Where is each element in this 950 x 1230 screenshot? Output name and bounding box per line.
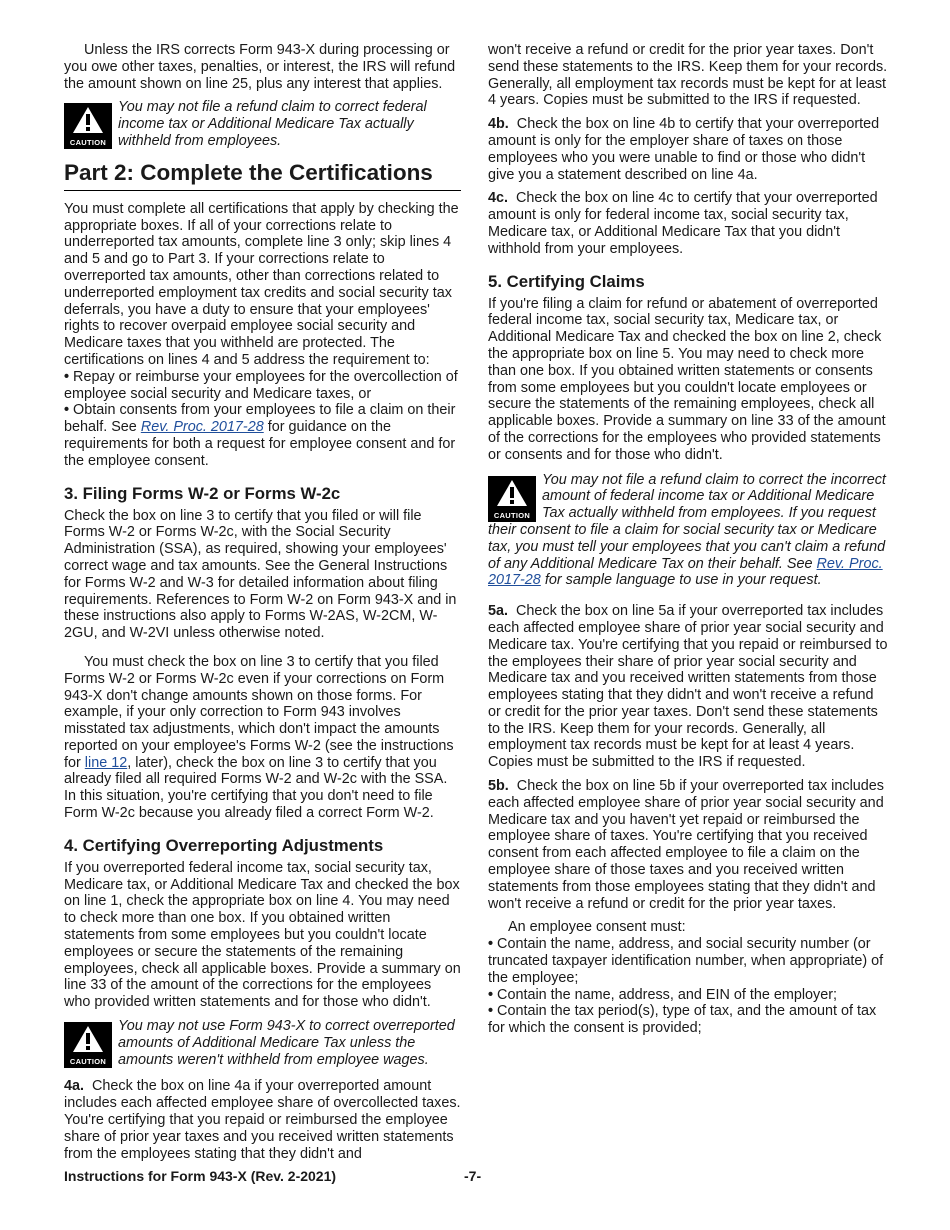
section4b-paragraph: 4b. Check the box on line 4b to certify that your overreported amount is only for the employer share of taxes on those employees who you were unable to find or those who didn't give you a statement described on line 4a. xyxy=(488,116,880,183)
consent-bullet: • Contain the name, address, and EIN of the employer; xyxy=(488,986,838,1003)
caution-box-refund-consent xyxy=(488,472,888,590)
rev-proc-link[interactable]: Rev. Proc. 2017-28 xyxy=(140,419,264,436)
section4a-paragraph: 4a. Check the box on line 4a if your overreported amount includes each affected employee share of overcollected taxes. You're certifying that you repaid or reimbursed the employee share of prior year taxes and you received written statements from the employees stating that they didn't and xyxy=(64,1078,461,1162)
section5a-paragraph: 5a. Check the box on line 5a if your overreported tax includes each affected employee share of prior year social security and Medicare tax. You're certifying that you repaid or reimbursed to the employees their share of prior year social security and Medicare tax and you received written statements from those employees stating that they didn't and won't receive a refund or credit for the prior year taxes. Don't send these statements to the IRS. Keep them for your records. Generally, all employment tax records must be kept for at least 4 years. Copies must be submitted to the IRS if requested. xyxy=(488,603,888,771)
intro-paragraph: Unless the IRS corrects Form 943-X during processing or you owe other taxes, penalties, or interest, the IRS will refund the amount shown on line 25, plus any interest that applies. xyxy=(64,42,456,92)
consent-intro: An employee consent must: xyxy=(508,919,686,936)
section4-heading: 4. Certifying Overreporting Adjustments xyxy=(64,835,384,855)
section3-heading: 3. Filing Forms W-2 or Forms W-2c xyxy=(64,483,341,503)
left-column xyxy=(64,42,461,1169)
part2-intro-paragraph: You must complete all certifications that apply by checking the appropriate boxes. If all of your corrections relate to underreported tax amounts, complete line 3 only; skip lines 4 and 5 and go to Part 3. If your corrections relate to overreported tax amounts, other than corrections related to underreported employment tax credits and social security tax deferrals, you have a duty to ensure that your employees' rights to recover overpaid employee social security and Medicare taxes that you withheld are protected. The certifications on lines 4 and 5 address the requirement to: xyxy=(64,200,459,368)
footer-page-number: -7- xyxy=(464,1168,482,1184)
caution-text: You may not file a refund claim to correct federal income tax or Additional Medicare Tax actually withheld from employees. xyxy=(118,99,427,149)
caution-text: You may not file a refund claim to correct the incorrect amount of federal income tax or Additional Medicare Tax actually withheld from employees. If you request their consent to file a claim for social security tax or Medicare tax, you must tell your employees that you can't claim a refund of any Additional Medicare Tax on their behalf. See Rev. Proc. 2017-28 for sample language to use in your request. xyxy=(488,471,886,589)
section4c-paragraph: 4c. Check the box on line 4c to certify that your overreported amount is only for federal income tax, social security tax, Medicare tax, or Additional Medicare Tax that you didn't withhold from your employees. xyxy=(488,190,878,257)
section5b-paragraph: 5b. Check the box on line 5b if your overreported tax includes each affected employee share of prior year social security and Medicare tax and you haven't yet repaid or reimbursed the employee share of taxes. You're certifying that you received consent from each affected employee to file a claim on the employee share of those taxes and you received written statements from those employees stating that they didn't and won't receive a refund or credit for the prior year taxes. xyxy=(488,778,884,912)
caution-box-refund-claim xyxy=(64,99,461,149)
consent-bullet: • Contain the tax period(s), type of tax, and the amount of tax for which the consent is provided; xyxy=(488,1003,877,1037)
section3-paragraph-1: Check the box on line 3 to certify that you filed or will file Forms W-2 or Forms W-2c, with the Social Security Administration (SSA), as required, showing your employees' correct wage and tax amounts. See the General Instructions for Forms W-2 and W-3 for detailed information about filing requirements. References to Form W-2 on Form 943-X and in these instructions also apply to Forms W-2AS, W-2CM, W-2GU, and W-2VI unless otherwise noted. xyxy=(64,507,457,642)
consent-bullet: • Contain the name, address, and social security number (or truncated taxpayer identification number, when appropriate) of the employee; xyxy=(488,936,884,986)
caution-icon xyxy=(488,476,536,522)
line-12-link[interactable]: line 12 xyxy=(84,754,128,771)
caution-label: CAUTION xyxy=(69,138,107,148)
caution-text: You may not use Form 943-X to correct overreported amounts of Additional Medicare Tax unless the amounts weren't withheld from employee wages. xyxy=(118,1018,455,1068)
section4a-continued: won't receive a refund or credit for the prior year taxes. Don't send these statements to the IRS. Keep them for your records. Generally, all employment tax records must be kept for at least 4 years. Copies must be submitted to the IRS if requested. xyxy=(488,42,888,109)
section3-paragraph-2: You must check the box on line 3 to certify that you filed Forms W-2 or Forms W-2c even if your corrections on Form 943-X don't change amounts shown on those forms. For example, if your only correction to Form 943 involves misstated tax adjustments, which don't impact the amounts reported on your employee's Forms W-2 (see the instructions for line 12, later), check the box on line 3 to certify that you already filed all required Forms W-2 and W-2c with the SSA. In this situation, you're certifying that you don't need to file Form W-2c because you already filed a correct Form W-2. xyxy=(64,653,454,822)
caution-icon xyxy=(64,103,112,149)
caution-label: CAUTION xyxy=(493,510,531,520)
caution-icon xyxy=(64,1022,112,1068)
section5-paragraph: If you're filing a claim for refund or abatement of overreported federal income tax, social security tax, Medicare tax, or Additional Medicare Tax and checked the box on line 2, check the appropriate box on line 5. You may need to check more than one box. If you obtained written statements or consents from some employees but you couldn't locate employees or secure the statements of the remaining employees, check all applicable boxes. Provide a summary on line 33 of the amount of the corrections for the employees who provided statements or consents and for those who didn't. xyxy=(488,295,886,463)
caution-box-overreported xyxy=(64,1018,461,1068)
footer-form-title: Instructions for Form 943-X (Rev. 2-2021) xyxy=(64,1168,337,1184)
part2-bullet-consent: • Obtain consents from your employees to file a claim on their behalf. See Rev. Proc. 2017-28 for guidance on the requirements for both a request for employee consent and for the employee consent. xyxy=(64,402,456,469)
rev-proc-link[interactable]: Rev. Proc. 2017-28 xyxy=(488,555,883,589)
right-column xyxy=(488,42,888,1037)
section5-heading: 5. Certifying Claims xyxy=(488,271,645,291)
part2-heading: Part 2: Complete the Certifications xyxy=(64,160,461,191)
part2-bullet-repay: • Repay or reimburse your employees for the overcollection of employee social security and Medicare taxes, or xyxy=(64,368,458,402)
section4-paragraph: If you overreported federal income tax, social security tax, Medicare tax, or Additional Medicare Tax and checked the box on line 1, check the appropriate box on line 4. You may need to check more than one box. If you obtained written statements from some employees but you couldn't locate employees or secure the statements of the remaining employees, check all applicable boxes. Provide a summary on line 33 of the amount of the corrections for the employees who provided written statements and for those who didn't. xyxy=(64,859,461,1011)
caution-label: CAUTION xyxy=(69,1057,107,1067)
